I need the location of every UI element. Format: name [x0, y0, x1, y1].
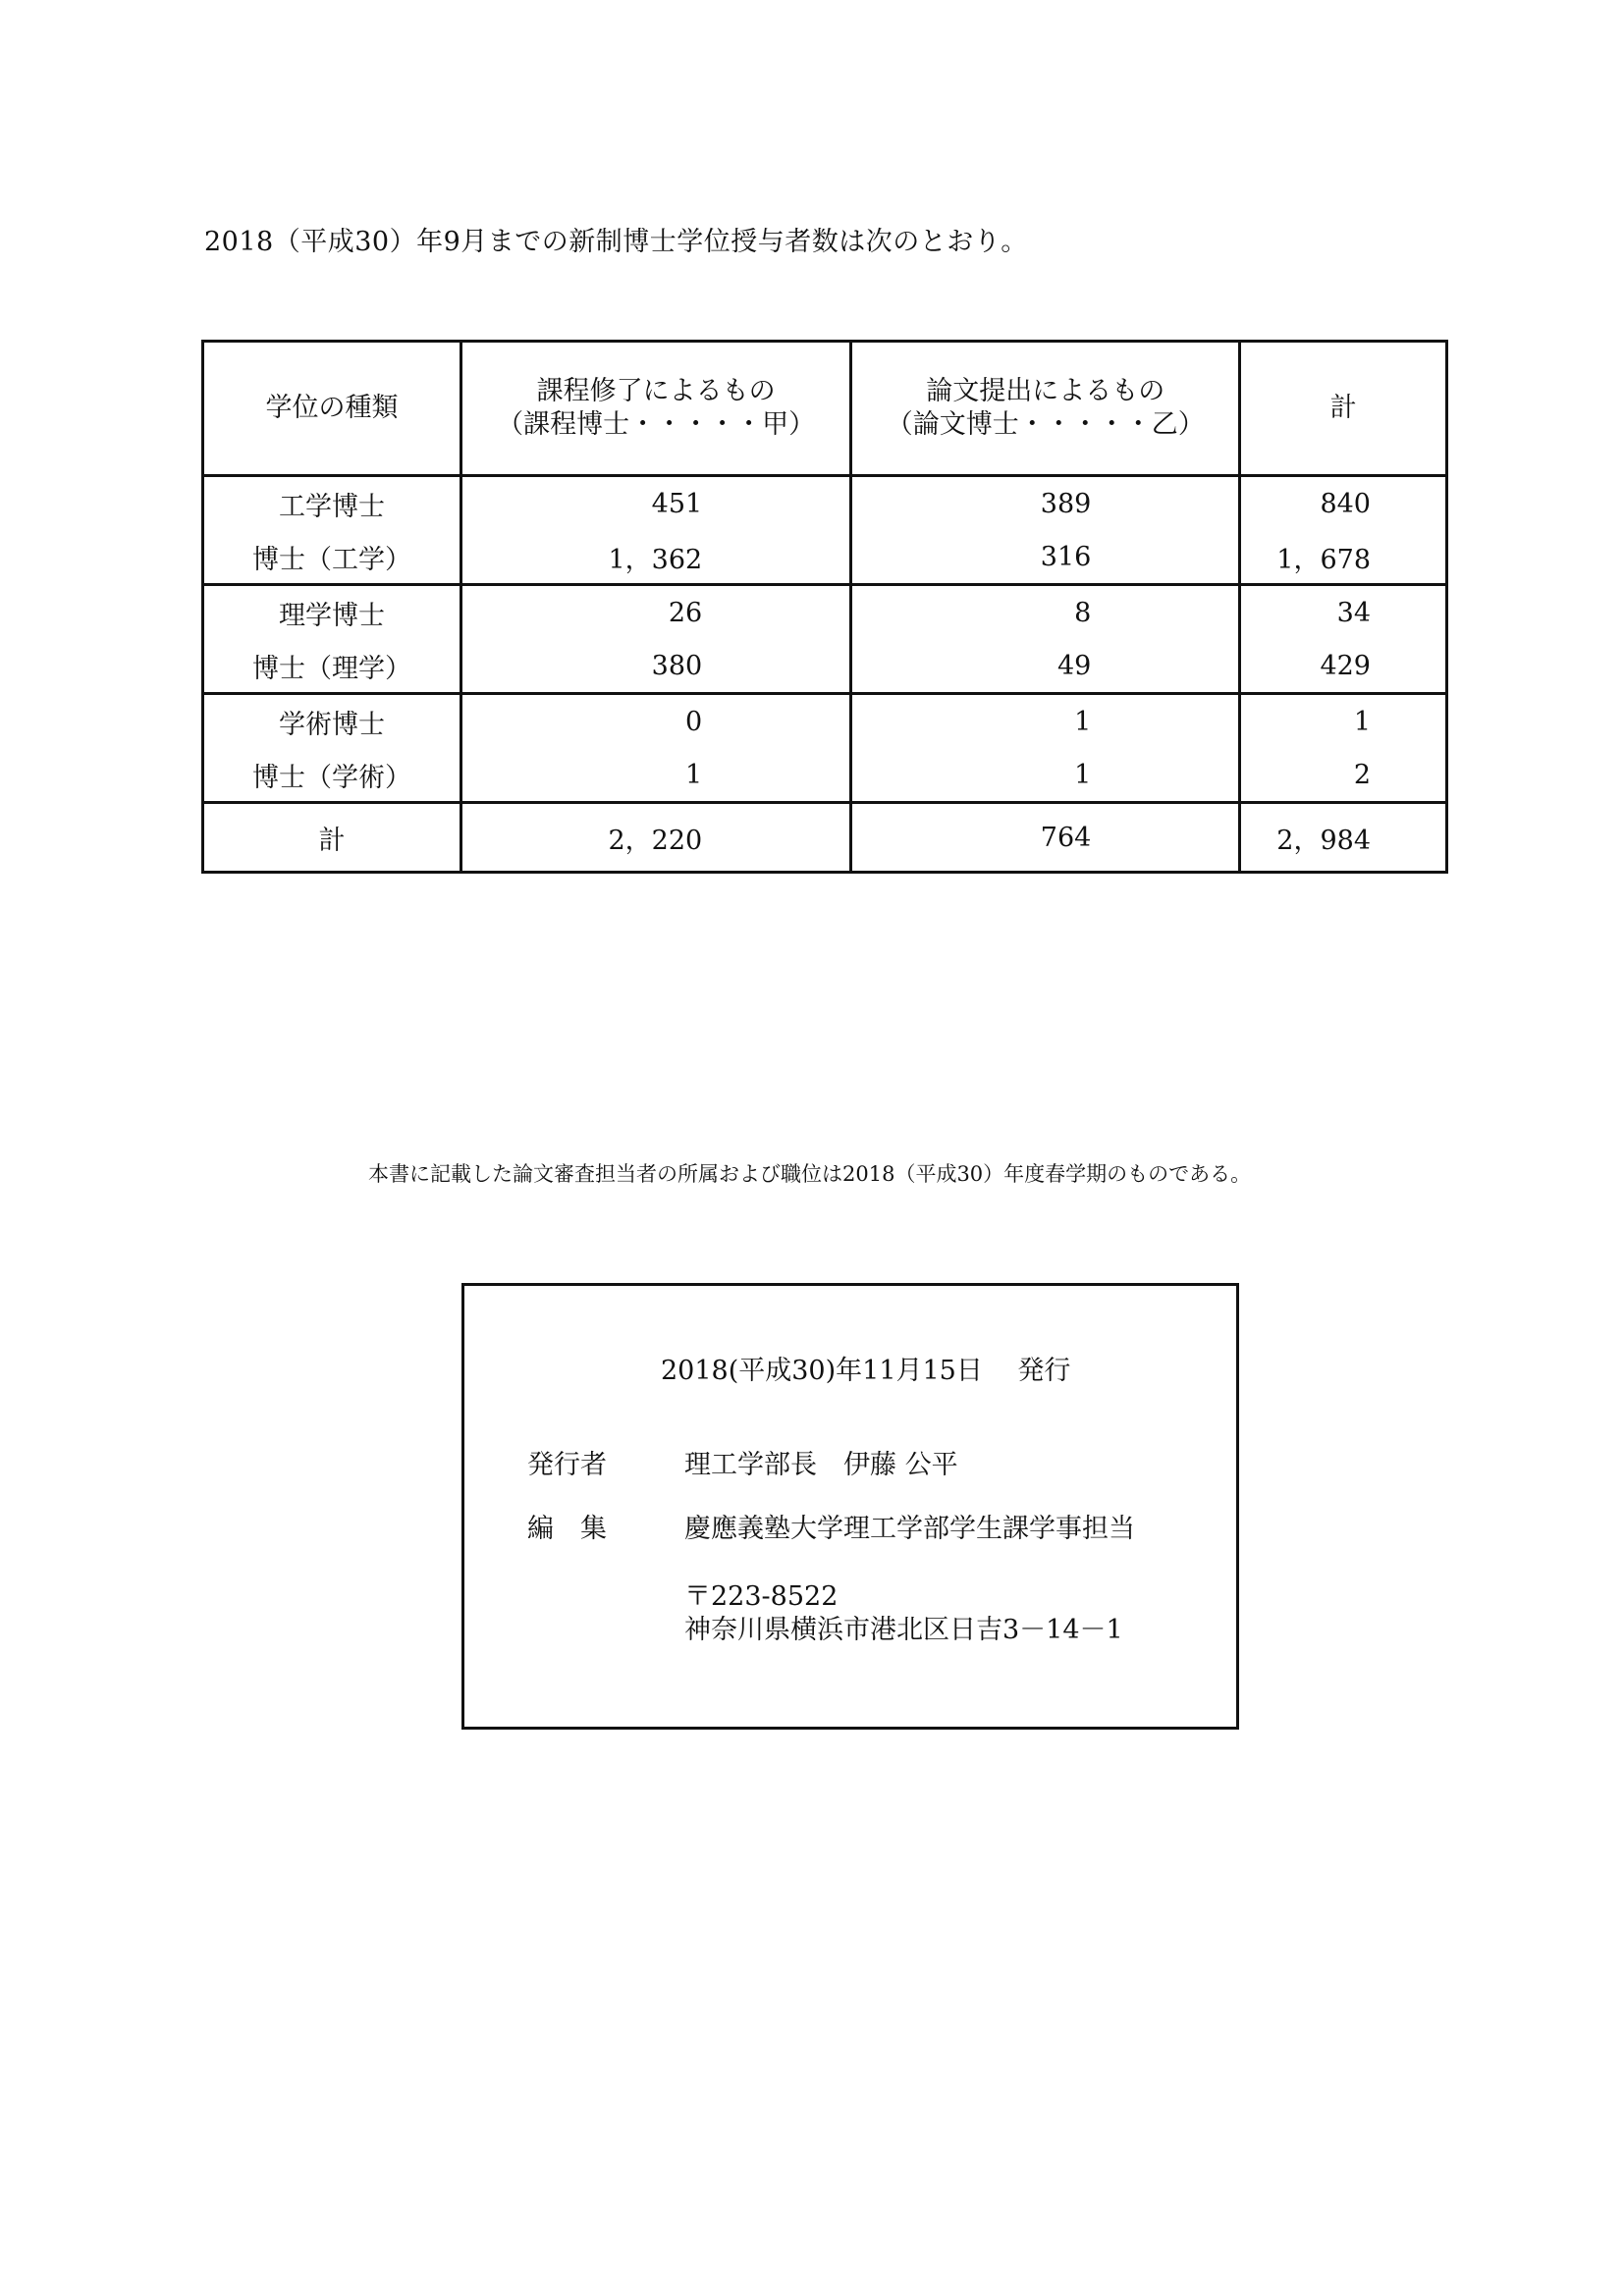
total-count: 840 [1240, 476, 1447, 531]
editor-label: 編 集 [527, 1514, 607, 1544]
thesis-count: 764 [851, 803, 1240, 873]
table-row [203, 530, 1447, 585]
thesis-count: 49 [851, 639, 1240, 694]
address: 神奈川県横浜市港北区日吉3－14－1 [684, 1615, 1123, 1645]
header-thesis-submission: 論文提出によるもの （論文博士・・・・・乙） [851, 342, 1240, 476]
thesis-count: 8 [851, 585, 1240, 640]
table-row [203, 585, 1447, 640]
course-count: 0 [461, 694, 851, 749]
course-count: 1，362 [461, 530, 851, 585]
total-count: 1，678 [1240, 530, 1447, 585]
total-count: 34 [1240, 585, 1447, 640]
table-row [203, 694, 1447, 749]
course-count: 2，220 [461, 803, 851, 873]
publisher-label: 発行者 [527, 1450, 607, 1480]
total-count: 2，984 [1240, 803, 1447, 873]
thesis-count: 316 [851, 530, 1240, 585]
publisher-name: 理工学部長 伊藤 公平 [684, 1450, 958, 1480]
header-total: 計 [1240, 342, 1447, 476]
header-course-completion: 課程修了によるもの （課程博士・・・・・甲） [461, 342, 851, 476]
thesis-count: 1 [851, 694, 1240, 749]
table-row [203, 639, 1447, 694]
thesis-count: 389 [851, 476, 1240, 531]
total-count: 1 [1240, 694, 1447, 749]
total-count: 2 [1240, 748, 1447, 803]
footnote: 本書に記載した論文審査担当者の所属および職位は2018（平成30）年度春学期のものである。 [368, 1162, 1252, 1186]
row-label: 博士（学術） [203, 748, 461, 803]
course-count: 380 [461, 639, 851, 694]
editor-name: 慶應義塾大学理工学部学生課学事担当 [684, 1514, 1135, 1544]
course-count: 1 [461, 748, 851, 803]
row-label: 計 [318, 825, 346, 856]
course-count: 451 [461, 476, 851, 531]
course-count: 26 [461, 585, 851, 640]
table-row [203, 476, 1447, 531]
issue-date: 2018(平成30)年11月15日 発行 [661, 1356, 1071, 1386]
postal-code: 〒223-8522 [684, 1581, 839, 1612]
thesis-count: 1 [851, 748, 1240, 803]
table-header-row [203, 342, 1447, 476]
row-label: 博士（理学） [203, 639, 461, 694]
degree-table [201, 340, 1448, 874]
row-label: 学術博士 [279, 709, 386, 740]
total-count: 429 [1240, 639, 1447, 694]
row-label: 博士（工学） [203, 530, 461, 585]
table-total-row [203, 803, 1447, 873]
row-label: 理学博士 [279, 600, 386, 631]
table-row [203, 748, 1447, 803]
intro-text: 2018（平成30）年9月までの新制博士学位授与者数は次のとおり。 [204, 227, 1028, 257]
colophon-box [461, 1283, 1239, 1730]
header-degree-type: 学位の種類 [203, 342, 461, 476]
row-label: 工学博士 [279, 491, 386, 522]
